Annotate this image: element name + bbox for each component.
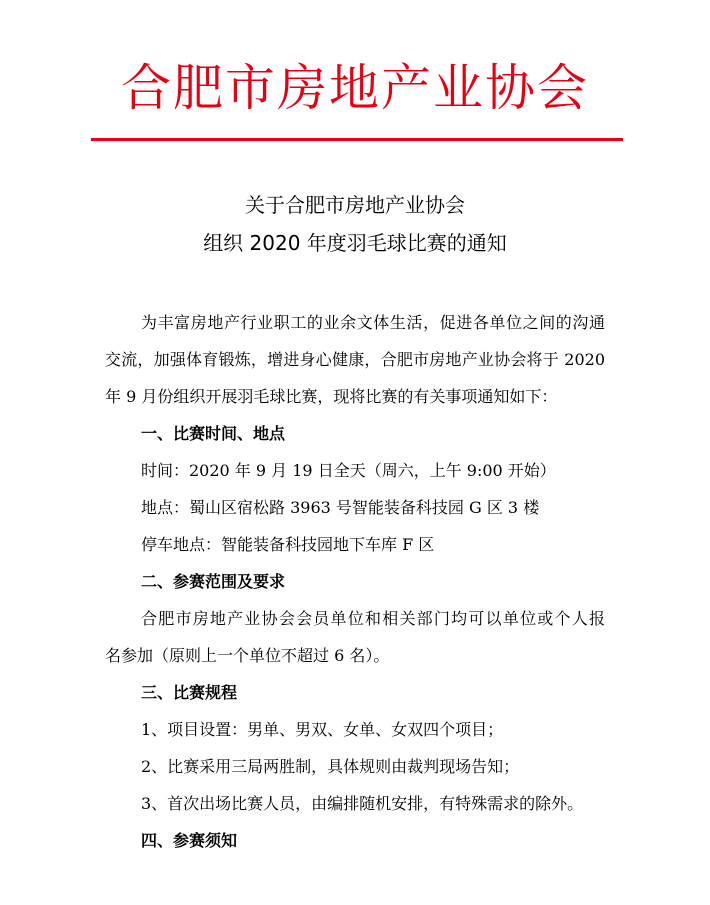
section-heading-time-location: 一、比赛时间、地点 xyxy=(141,424,286,443)
parking-location: 停车地点：智能装备科技园地下车库 F 区 xyxy=(141,535,435,554)
document-title-line1: 关于合肥市房地产业协会 xyxy=(245,193,465,217)
rule-item: 3、首次出场比赛人员，由编排随机安排，有特殊需求的除外。 xyxy=(141,794,584,813)
event-location: 地点：蜀山区宿松路 3963 号智能装备科技园 G 区 3 楼 xyxy=(141,498,540,517)
rule-item: 2、比赛采用三局两胜制，具体规则由裁判现场告知； xyxy=(141,757,520,776)
document-body xyxy=(105,304,605,859)
intro-paragraph-line: 为丰富房地产行业职工的业余文体生活，促进各单位之间的沟通 xyxy=(141,313,605,332)
section-heading-scope: 二、参赛范围及要求 xyxy=(141,572,286,591)
intro-paragraph-line: 年 9 月份组织开展羽毛球比赛，现将比赛的有关事项通知如下： xyxy=(105,387,558,406)
letterhead-red-rule xyxy=(91,138,623,141)
section-heading-notice: 四、参赛须知 xyxy=(141,831,238,850)
event-time: 时间：2020 年 9 月 19 日全天（周六，上午 9:00 开始） xyxy=(141,461,556,480)
letterhead-org-name: 合肥市房地产业协会 xyxy=(121,59,589,117)
rule-item: 1、项目设置：男单、男双、女单、女双四个项目； xyxy=(141,720,504,739)
document-title-line2: 组织 2020 年度羽毛球比赛的通知 xyxy=(203,231,507,255)
scope-paragraph-line: 合肥市房地产业协会会员单位和相关部门均可以单位或个人报 xyxy=(141,609,605,628)
scope-paragraph-line: 名参加（原则上一个单位不超过 6 名）。 xyxy=(105,646,390,665)
section-heading-rules: 三、比赛规程 xyxy=(141,683,238,702)
intro-paragraph-line: 交流，加强体育锻炼，增进身心健康，合肥市房地产业协会将于 2020 xyxy=(105,350,605,369)
